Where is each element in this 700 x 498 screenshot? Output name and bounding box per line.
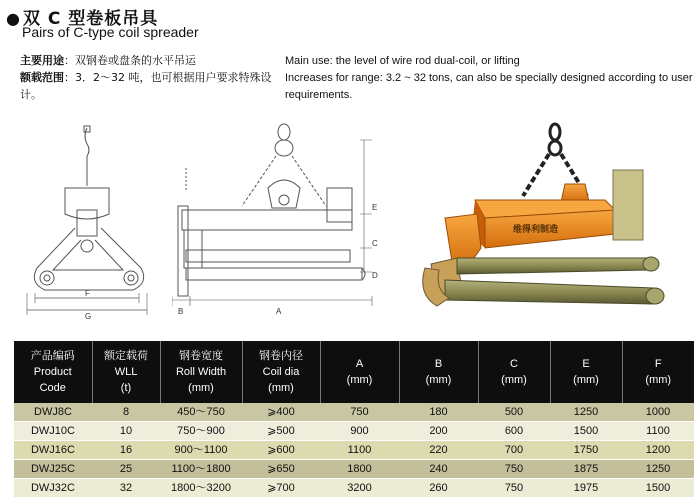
product-illustration — [415, 118, 685, 323]
table-row: DWJ32C 32 1800～3200 ⩾700 3200 260 750 1975 1500 — [14, 479, 694, 498]
beam-brand-label: 维得利制造 — [513, 225, 559, 235]
range-en: Increases for range: 3.2 ~ 32 tons, can also be specially designed according to user requirements. — [285, 72, 693, 101]
spec-table — [14, 341, 694, 498]
dim-f-label: F — [85, 289, 90, 298]
dim-e-label: E — [372, 203, 378, 212]
header-e: E (mm) — [550, 341, 622, 403]
page-subtitle: Pairs of C-type coil spreader — [22, 24, 199, 40]
table-row: DWJ16C 16 900～1100 ⩾600 1100 220 700 1750 1200 — [14, 441, 694, 460]
header-product-code: 产品编码 Product Code — [14, 341, 92, 403]
dim-d-label: D — [372, 271, 378, 280]
header-a: A (mm) — [320, 341, 399, 403]
header-c: C (mm) — [478, 341, 550, 403]
use-cn: 主要用途：双钢卷或盘条的水平吊运 — [20, 54, 196, 67]
range-cn: 额载范围：3．2～32 吨，也可根据用户要求特殊设计。 — [20, 71, 272, 101]
description-cn — [20, 52, 280, 103]
dim-g-label: G — [85, 312, 92, 321]
header-coil-dia: 钢卷内径 Coil dia (mm) — [242, 341, 320, 403]
description-en — [285, 53, 697, 104]
dim-a-label: A — [276, 307, 282, 316]
table-row: DWJ25C 25 1100～1800 ⩾650 1800 240 750 1875 1250 — [14, 460, 694, 479]
dim-b-label: B — [178, 307, 184, 316]
front-view-drawing — [172, 118, 392, 318]
title-cn-text: 双 C 型卷板吊具 — [22, 9, 159, 29]
side-view-drawing — [15, 118, 165, 323]
use-en: Main use: the level of wire rod dual-coil, or lifting — [285, 55, 520, 67]
header-roll-width: 钢卷宽度 Roll Width (mm) — [160, 341, 242, 403]
table-row: DWJ8C 8 450～750 ⩾400 750 180 500 1250 1000 — [14, 403, 694, 422]
table-row: DWJ10C 10 750～900 ⩾500 900 200 600 1500 1100 — [14, 422, 694, 441]
dim-c-label: C — [372, 239, 378, 248]
header-b: B (mm) — [399, 341, 478, 403]
table-header-row — [14, 341, 694, 403]
bullet-icon: ● — [6, 9, 21, 28]
header-wll: 额定载荷 WLL (t) — [92, 341, 160, 403]
header-f: F (mm) — [622, 341, 694, 403]
